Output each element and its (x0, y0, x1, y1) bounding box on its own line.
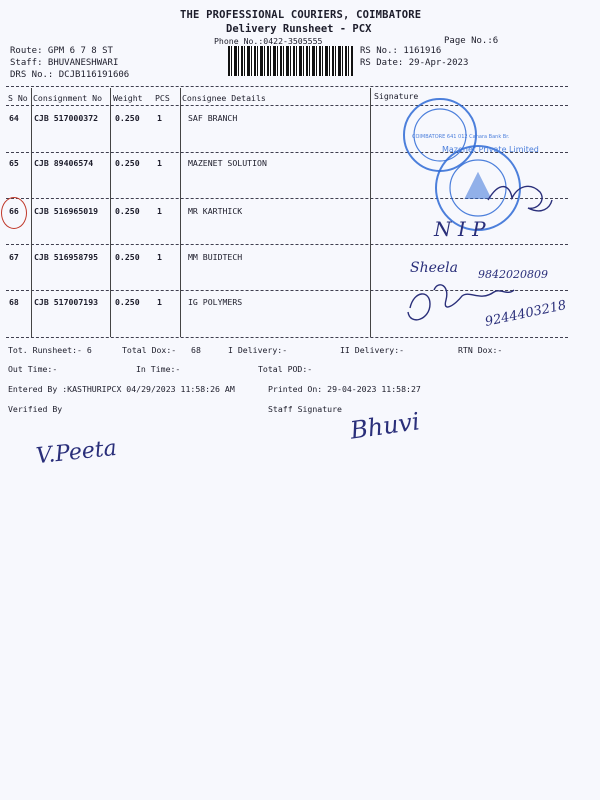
total-dox: Total Dox:- 68 (122, 345, 201, 355)
column-header-consignment: Consignment No (33, 93, 103, 103)
route: Route: GPM 6 7 8 ST (10, 46, 113, 56)
row-pcs: 1 (157, 113, 162, 123)
row-consignment: CJB 516958795 (34, 252, 99, 262)
ii-delivery: II Delivery:- (340, 345, 405, 355)
entered-by: Entered By :KASTHURIPCX 04/29/2023 11:58:26 AM (8, 384, 235, 394)
column-header-signature: Signature (374, 91, 419, 101)
handwritten-name: Sheela (410, 260, 459, 276)
rs-number: RS No.: 1161916 (360, 46, 442, 56)
stamp2-text: Mazenet Private Limited (442, 145, 539, 154)
total-runsheet: Tot. Runsheet:- 6 (8, 345, 92, 355)
total-pod: Total POD:- (258, 364, 313, 374)
row-consignment: CJB 89406574 (34, 158, 94, 168)
row-consignee: MAZENET SOLUTION (188, 158, 267, 168)
handwritten-phone-2: 9244403218 (483, 298, 568, 330)
stamp-canara-bank (404, 99, 510, 171)
staff-signature-label: Staff Signature (268, 404, 342, 414)
column-divider (180, 88, 181, 337)
column-divider (31, 88, 32, 337)
phone-number: Phone No.:0422-3505555 (214, 36, 323, 46)
row-sno: 66 (9, 206, 19, 216)
in-time: In Time:- (136, 364, 181, 374)
column-header-weight: Weight (113, 93, 143, 103)
row-weight: 0.250 (115, 206, 140, 216)
rs-date: RS Date: 29-Apr-2023 (360, 58, 469, 68)
barcode (228, 46, 353, 76)
rtn-dox: RTN Dox:- (458, 345, 503, 355)
verified-by-label: Verified By (8, 404, 63, 414)
out-time: Out Time:- (8, 364, 58, 374)
drs-number: DRS No.: DCJB116191606 (10, 70, 130, 80)
row-sno: 68 (9, 297, 19, 307)
column-header-consignee: Consignee Details (182, 93, 266, 103)
signature-stamps (390, 90, 600, 350)
i-delivery: I Delivery:- (228, 345, 288, 355)
row-pcs: 1 (157, 158, 162, 168)
row-consignee: IG POLYMERS (188, 297, 243, 307)
handwritten-signatures (408, 186, 552, 320)
column-divider (370, 88, 371, 337)
printed-on: Printed On: 29-04-2023 11:58:27 (268, 384, 421, 394)
row-consignment: CJB 517000372 (34, 113, 99, 123)
row-sno: 64 (9, 113, 19, 123)
staff: Staff: BHUVANESHWARI (10, 58, 119, 68)
red-circle-mark (1, 197, 27, 229)
document-title: Delivery Runsheet - PCX (226, 23, 372, 35)
column-header-sno: S No (8, 93, 28, 103)
stamp1-text: COIMBATORE 641 012 Canara Bank Br. (412, 134, 510, 140)
table-top-rule (6, 86, 568, 87)
row-consignee: MR KARTHICK (188, 206, 243, 216)
row-weight: 0.250 (115, 113, 140, 123)
row-pcs: 1 (157, 252, 162, 262)
row-pcs: 1 (157, 297, 162, 307)
row-consignee: SAF BRANCH (188, 113, 238, 123)
row-sno: 67 (9, 252, 19, 262)
staff-signature: Bhuvi (348, 407, 422, 445)
row-sno: 65 (9, 158, 19, 168)
handwritten-nip: N I P (434, 217, 486, 241)
row-consignee: MM BUIDTECH (188, 252, 243, 262)
page-number: Page No.:6 (444, 36, 499, 46)
column-divider (110, 88, 111, 337)
handwritten-phone-1: 9842020809 (478, 268, 548, 281)
row-consignment: CJB 516965019 (34, 206, 99, 216)
row-weight: 0.250 (115, 252, 140, 262)
row-pcs: 1 (157, 206, 162, 216)
column-header-pcs: PCS (155, 93, 170, 103)
row-weight: 0.250 (115, 158, 140, 168)
verified-signature: V.Peeta (34, 435, 118, 470)
row-weight: 0.250 (115, 297, 140, 307)
row-consignment: CJB 517007193 (34, 297, 99, 307)
company-name: THE PROFESSIONAL COURIERS, COIMBATORE (180, 9, 422, 21)
